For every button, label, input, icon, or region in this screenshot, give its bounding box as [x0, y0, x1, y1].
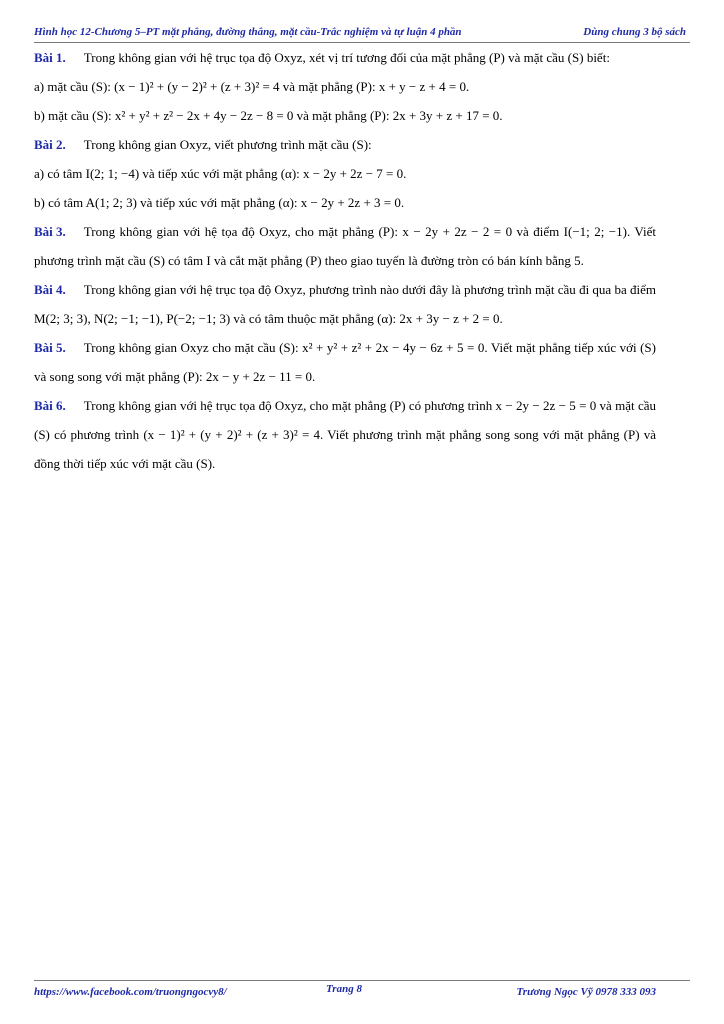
- exercise-intro: Trong không gian với hệ trục tọa độ Oxyz, cho mặt phẳng (P) có phương trình x − 2y − 2z − 5 = 0 và mặt cầu (S) có phương trình (x − 1)² + (y + 2)² + (z + 3)² = 4. Viết phương trình mặt phẳng song song với mặt phẳng (P) và đồng thời tiếp xúc với mặt cầu (S).: [34, 398, 656, 471]
- exercise-intro: Trong không gian Oxyz cho mặt cầu (S): x² + y² + z² + 2x − 4y − 6z + 5 = 0. Viết mặt phẳng tiếp xúc với (S) và song song với mặt phẳng (P): 2x − y + 2z − 11 = 0.: [34, 340, 656, 384]
- exercise-1: [34, 43, 656, 72]
- exercise-label: Bài 1.: [34, 50, 66, 65]
- exercise-5: [34, 333, 656, 391]
- exercise-item: a) có tâm I(2; 1; −4) và tiếp xúc với mặt phẳng (α): x − 2y + 2z − 7 = 0.: [34, 166, 407, 181]
- exercise-item: b) có tâm A(1; 2; 3) và tiếp xúc với mặt phẳng (α): x − 2y + 2z + 3 = 0.: [34, 195, 405, 210]
- exercise-intro: Trong không gian với hệ trục tọa độ Oxyz, xét vị trí tương đối của mặt phẳng (P) và mặt cầu (S) biết:: [83, 50, 610, 65]
- exercise-label: Bài 6.: [34, 398, 66, 413]
- header-right: Dùng chung 3 bộ sách: [583, 26, 686, 38]
- footer-facebook-link[interactable]: https://www.facebook.com/truongngocvy8/: [34, 986, 227, 998]
- page-footer: [34, 980, 690, 1001]
- exercise-6: [34, 391, 656, 478]
- exercise-4: [34, 275, 656, 333]
- exercise-2: [34, 130, 656, 159]
- exercise-item: b) mặt cầu (S): x² + y² + z² − 2x + 4y − 2z − 8 = 0 và mặt phẳng (P): 2x + 3y + z + 17 = 0.: [34, 108, 503, 123]
- exercise-label: Bài 3.: [34, 224, 66, 239]
- exercise-3: [34, 217, 656, 275]
- exercise-intro: Trong không gian với hệ trục tọa độ Oxyz, phương trình nào dưới đây là phương trình mặt cầu đi qua ba điểm M(2; 3; 3), N(2; −1; −1), P(−2; −1; 3) và có tâm thuộc mặt phẳng (α): 2x + 3y − z + 2 = 0.: [34, 282, 656, 326]
- exercise-label: Bài 2.: [34, 137, 66, 152]
- footer-author: Trương Ngọc Vỹ 0978 333 093: [516, 986, 656, 998]
- header-title: Hình học 12-Chương 5–PT mặt phẳng, đường thẳng, mặt cầu-Trắc nghiệm và tự luận 4 phần: [34, 26, 462, 38]
- exercise-intro: Trong không gian Oxyz, viết phương trình mặt cầu (S):: [83, 137, 372, 152]
- exercise-label: Bài 4.: [34, 282, 66, 297]
- exercise-label: Bài 5.: [34, 340, 66, 355]
- exercise-item: a) mặt cầu (S): (x − 1)² + (y − 2)² + (z + 3)² = 4 và mặt phẳng (P): x + y − z + 4 = 0.: [34, 79, 470, 94]
- exercise-intro: Trong không gian với hệ tọa độ Oxyz, cho mặt phẳng (P): x − 2y + 2z − 2 = 0 và điểm I(−1; 2; −1). Viết phương trình mặt cầu (S) có tâm I và cắt mặt phẳng (P) theo giao tuyến là đường tròn có bán kính bằng 5.: [34, 224, 656, 268]
- footer-page-number: Trang 8: [326, 983, 362, 995]
- exercise-list: [34, 43, 656, 478]
- page-header: [34, 26, 690, 43]
